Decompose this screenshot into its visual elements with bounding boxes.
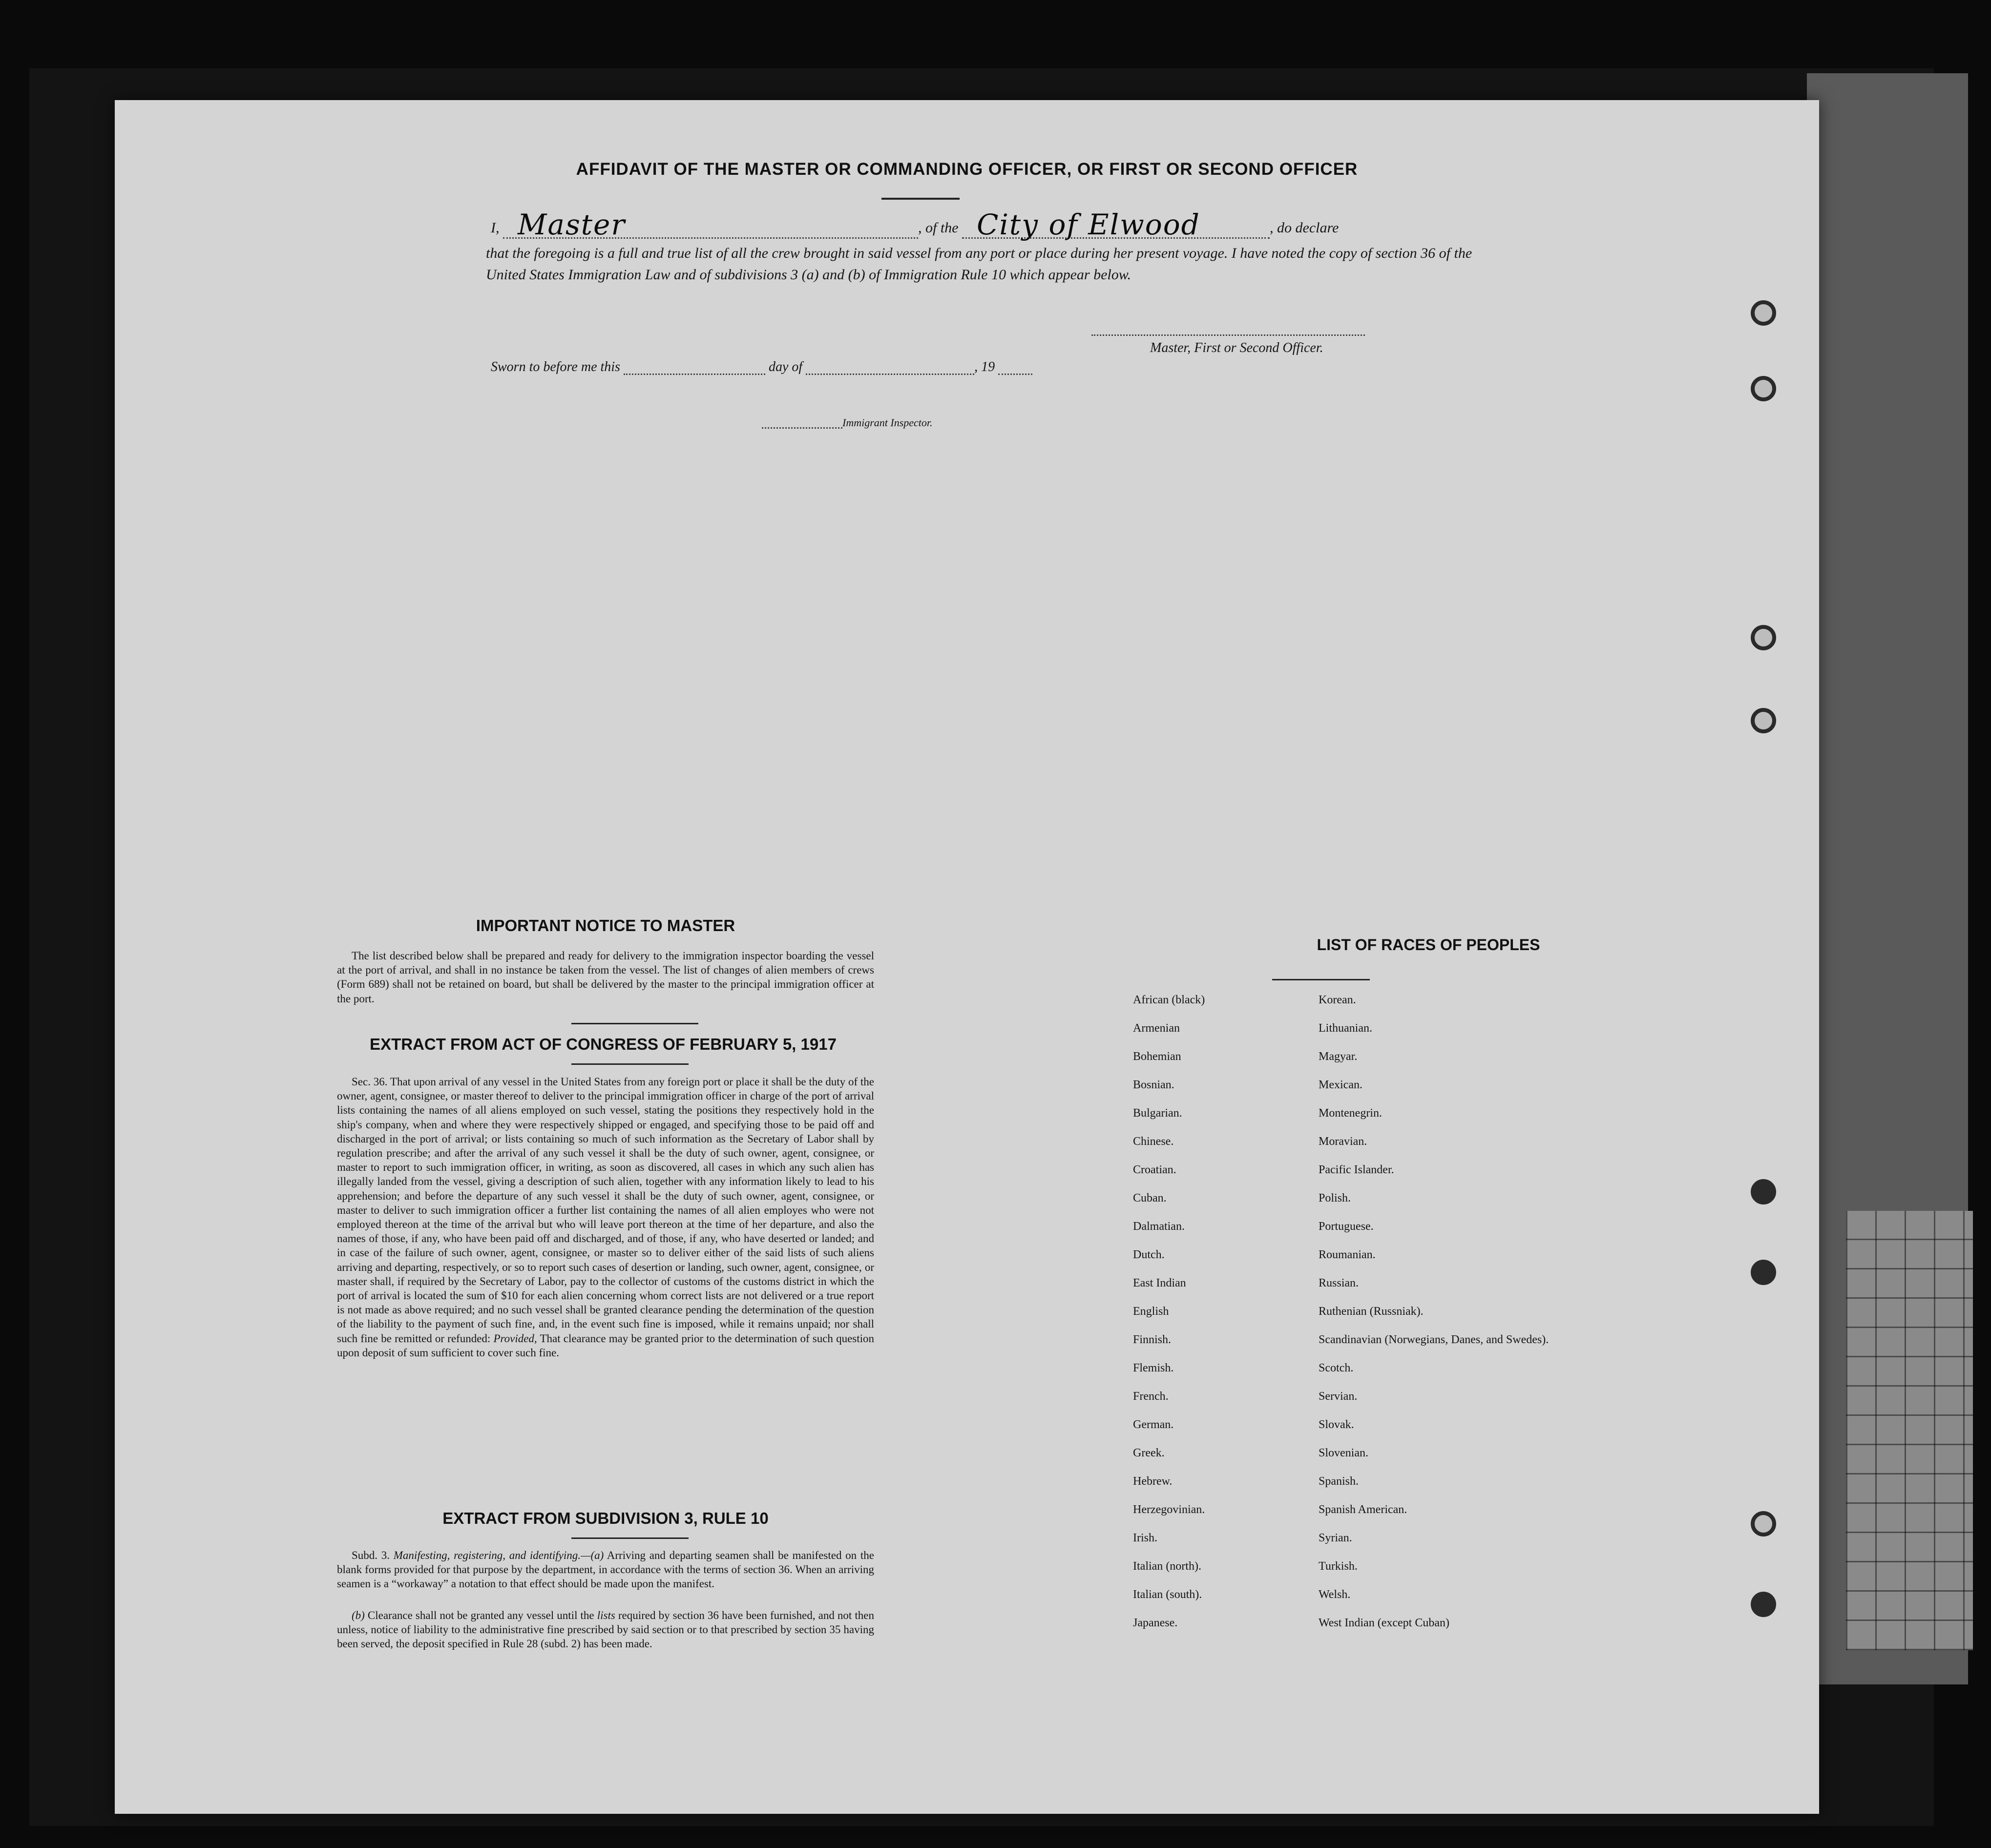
punch-hole-icon xyxy=(1751,1592,1776,1617)
of-the-label: , of the xyxy=(918,220,959,236)
act-text xyxy=(337,1075,874,1360)
affidavit-body: that the foregoing is a full and true list of all the crew brought in said vessel from any port or place during her present voyage. I have noted the copy of section 36 of the United States Immigration Law and of subdivisions 3 (a) and (b) of Immigration Rule 10 which appear below. xyxy=(486,245,1472,283)
divider xyxy=(1272,979,1370,980)
do-declare-label: , do declare xyxy=(1270,220,1339,236)
race-name: Montenegrin. xyxy=(1319,1107,1382,1120)
rule-subd-a xyxy=(337,1548,874,1591)
year-prefix: , 19 xyxy=(974,359,995,374)
act-heading: EXTRACT FROM ACT OF CONGRESS OF FEBRUARY 5, 1917 xyxy=(370,1035,837,1053)
race-row xyxy=(1133,1022,1621,1050)
race-name: Mexican. xyxy=(1319,1079,1362,1091)
races-heading: LIST OF RACES OF PEOPLES xyxy=(1317,936,1540,954)
race-name: Bulgarian. xyxy=(1133,1107,1182,1120)
race-name: German. xyxy=(1133,1418,1174,1431)
race-row xyxy=(1133,1079,1621,1107)
notice-text: The list described below shall be prepared and ready for delivery to the immigration inspector boarding the vessel at the port of arrival, and shall in no instance be taken from the vessel. The list of changes of alien members of crews (Form 689) shall not be retained on board, but shall be delivered by the master to the principal immigration officer at the port. xyxy=(337,950,874,1005)
race-name: Dutch. xyxy=(1133,1248,1165,1261)
race-row xyxy=(1133,1192,1621,1220)
grid-paper-tab xyxy=(1846,1211,1973,1650)
race-name: Welsh. xyxy=(1319,1588,1351,1601)
vessel-handwritten: City of Elwood xyxy=(977,208,1200,241)
race-row xyxy=(1133,1305,1621,1333)
punch-hole-icon xyxy=(1751,625,1776,650)
race-row xyxy=(1133,1333,1621,1362)
race-name: Portuguese. xyxy=(1319,1220,1374,1233)
race-name: Lithuanian. xyxy=(1319,1022,1372,1035)
race-row xyxy=(1133,1163,1621,1192)
race-name: Russian. xyxy=(1319,1277,1359,1289)
race-name: Cuban. xyxy=(1133,1192,1167,1204)
race-name: Polish. xyxy=(1319,1192,1351,1204)
race-name: English xyxy=(1133,1305,1169,1318)
punch-hole-icon xyxy=(1751,1260,1776,1285)
sworn-line xyxy=(491,359,1032,375)
race-name: African (black) xyxy=(1133,994,1205,1006)
race-row xyxy=(1133,1503,1621,1532)
divider xyxy=(571,1537,689,1539)
race-name: Moravian. xyxy=(1319,1135,1367,1148)
race-row xyxy=(1133,1277,1621,1305)
race-name: Servian. xyxy=(1319,1390,1358,1403)
race-row xyxy=(1133,1390,1621,1418)
act-text-main: Sec. 36. That upon arrival of any vessel in the United States from any foreign port or place it shall be the duty of the owner, agent, consignee, or master thereof to deliver to the principal immigration officer in charge of the port of arrival lists containing the names of all aliens employed on such vessel, stating the positions they respectively hold in the ship's company, when and where they were respectively shipped or engaged, and specifying those to be paid off and discharged in the port of arrival; or lists containing so much of such information as the Secretary of Labor shall by regulation prescribe; and after the arrival of any such vessel it shall be the duty of such owner, agent, consignee, or master to report to such immigration officer, in writing, as soon as discovered, all cases in which any such alien has illegally landed from the vessel, giving a description of such alien, together with any information likely to lead to his apprehension; and before the departure of any such vessel it shall be the duty of such owner, agent, consignee, or master to deliver to such immigration officer a further list containing the names of all alien employes who were not employed thereon at the time of the arrival but who will leave port thereon at the time of her departure, and also the names of those, if any, who have been paid off and discharged, and of those, if any, who have deserted or landed; and in case of the failure of such owner, agent, consignee, or master so to deliver either of the said lists of such aliens arriving and departing, respectively, or so to report such cases of desertion or landing, such owner, agent, consignee, or master shall, if required by the Secretary of Labor, pay to the collector of customs of the customs district in which the port of arrival is located the sum of $10 for each alien concerning whom correct lists are not delivered or a true report is not made as above required; and no such vessel shall be granted clearance pending the determination of the question of the liability to the payment of such fine, and, in the event such fine is imposed, while it remains unpaid; nor shall such fine be remitted or refunded: xyxy=(337,1076,874,1345)
race-name: Spanish. xyxy=(1319,1475,1359,1488)
punch-hole-icon xyxy=(1751,708,1776,733)
race-name: Herzegovinian. xyxy=(1133,1503,1205,1516)
day-of-label: day of xyxy=(768,359,803,374)
race-row xyxy=(1133,1362,1621,1390)
race-name: Korean. xyxy=(1319,994,1356,1006)
race-row xyxy=(1133,994,1621,1022)
race-name: Ruthenian (Russniak). xyxy=(1319,1305,1424,1318)
race-name: Croatian. xyxy=(1133,1163,1176,1176)
inspector-label: Immigrant Inspector. xyxy=(842,416,933,429)
act-provided: Provided, xyxy=(493,1332,537,1345)
punch-hole-icon xyxy=(1751,1179,1776,1204)
sworn-prefix: Sworn to before me this xyxy=(491,359,620,374)
race-name: Roumanian. xyxy=(1319,1248,1376,1261)
race-row xyxy=(1133,1050,1621,1079)
divider xyxy=(881,198,960,200)
race-name: Turkish. xyxy=(1319,1560,1358,1573)
punch-hole-icon xyxy=(1751,300,1776,326)
race-name: Syrian. xyxy=(1319,1532,1352,1544)
race-name: Magyar. xyxy=(1319,1050,1358,1063)
signature-line xyxy=(1091,334,1365,336)
race-row xyxy=(1133,1447,1621,1475)
races-list xyxy=(1133,994,1621,1645)
race-row xyxy=(1133,1107,1621,1135)
race-name: Italian (north). xyxy=(1133,1560,1201,1573)
race-name: Greek. xyxy=(1133,1447,1165,1459)
punch-hole-icon xyxy=(1751,1511,1776,1537)
race-name: Slovenian. xyxy=(1319,1447,1368,1459)
race-name: Italian (south). xyxy=(1133,1588,1202,1601)
race-name: Finnish. xyxy=(1133,1333,1172,1346)
affidavit-declaration-line xyxy=(491,208,1511,241)
inspector-signature-line xyxy=(762,427,842,429)
divider xyxy=(571,1023,698,1024)
act-text-end: That clearance may be granted prior to the determination of such question upon deposit of sum sufficient to cover such fine. xyxy=(337,1332,875,1359)
rule-b-label: (b) xyxy=(352,1609,365,1621)
master-handwritten: Master xyxy=(518,208,626,241)
rule-b-text-2: required by section 36 have been furnished, and not then unless, notice of liability to the administrative fine prescribed by said section or to that prescribed by section 35 having been served, the deposit specified in Rule 28 (subd. 2) has been made. xyxy=(337,1609,875,1650)
race-row xyxy=(1133,1135,1621,1163)
race-name: Armenian xyxy=(1133,1022,1180,1035)
document-page xyxy=(115,100,1819,1814)
rule-b-italic: lists xyxy=(597,1609,615,1621)
race-name: Spanish American. xyxy=(1319,1503,1407,1516)
race-row xyxy=(1133,1475,1621,1503)
rule-a-prefix: Subd. 3. xyxy=(352,1549,390,1561)
race-name: Bohemian xyxy=(1133,1050,1181,1063)
race-row xyxy=(1133,1248,1621,1277)
vessel-name-field xyxy=(962,208,1270,241)
race-name: French. xyxy=(1133,1390,1169,1403)
punch-hole-icon xyxy=(1751,376,1776,401)
rule-b-text-1: Clearance shall not be granted any vessel until the xyxy=(367,1609,594,1621)
race-row xyxy=(1133,1617,1621,1645)
race-name: Irish. xyxy=(1133,1532,1157,1544)
race-name: Chinese. xyxy=(1133,1135,1174,1148)
race-name: Hebrew. xyxy=(1133,1475,1173,1488)
signature-label: Master, First or Second Officer. xyxy=(1150,340,1323,355)
rule-a-text: Arriving and departing seamen shall be manifested on the blank forms provided for that purpose by the department, in accordance with the terms of section 36. When an arriving seamen is a “workaway” a notation to that effect should be made upon the manifest. xyxy=(337,1549,875,1590)
rule-heading: EXTRACT FROM SUBDIVISION 3, RULE 10 xyxy=(442,1509,769,1527)
rule-a-italic: Manifesting, registering, and identifying.—(a) xyxy=(393,1549,604,1561)
race-name: Scotch. xyxy=(1319,1362,1354,1374)
race-row xyxy=(1133,1532,1621,1560)
race-row xyxy=(1133,1418,1621,1447)
race-row xyxy=(1133,1560,1621,1588)
race-name: Pacific Islander. xyxy=(1319,1163,1394,1176)
race-row xyxy=(1133,1588,1621,1617)
i-label: I, xyxy=(491,220,500,236)
sworn-year-field xyxy=(998,359,1032,375)
race-name: Japanese. xyxy=(1133,1617,1178,1629)
master-name-field xyxy=(503,208,918,241)
divider xyxy=(571,1063,689,1065)
race-name: Scandinavian (Norwegians, Danes, and Swedes). xyxy=(1319,1333,1549,1346)
race-row xyxy=(1133,1220,1621,1248)
race-name: Bosnian. xyxy=(1133,1079,1174,1091)
sworn-month-field xyxy=(806,359,974,375)
rule-subd-b xyxy=(337,1608,874,1651)
race-name: Dalmatian. xyxy=(1133,1220,1185,1233)
race-name: West Indian (except Cuban) xyxy=(1319,1617,1449,1629)
race-name: East Indian xyxy=(1133,1277,1186,1289)
notice-heading: IMPORTANT NOTICE TO MASTER xyxy=(476,916,735,934)
race-name: Flemish. xyxy=(1133,1362,1174,1374)
sworn-day-field xyxy=(624,359,765,375)
affidavit-heading: AFFIDAVIT OF THE MASTER OR COMMANDING OFFICER, OR FIRST OR SECOND OFFICER xyxy=(576,160,1358,179)
race-name: Slovak. xyxy=(1319,1418,1354,1431)
